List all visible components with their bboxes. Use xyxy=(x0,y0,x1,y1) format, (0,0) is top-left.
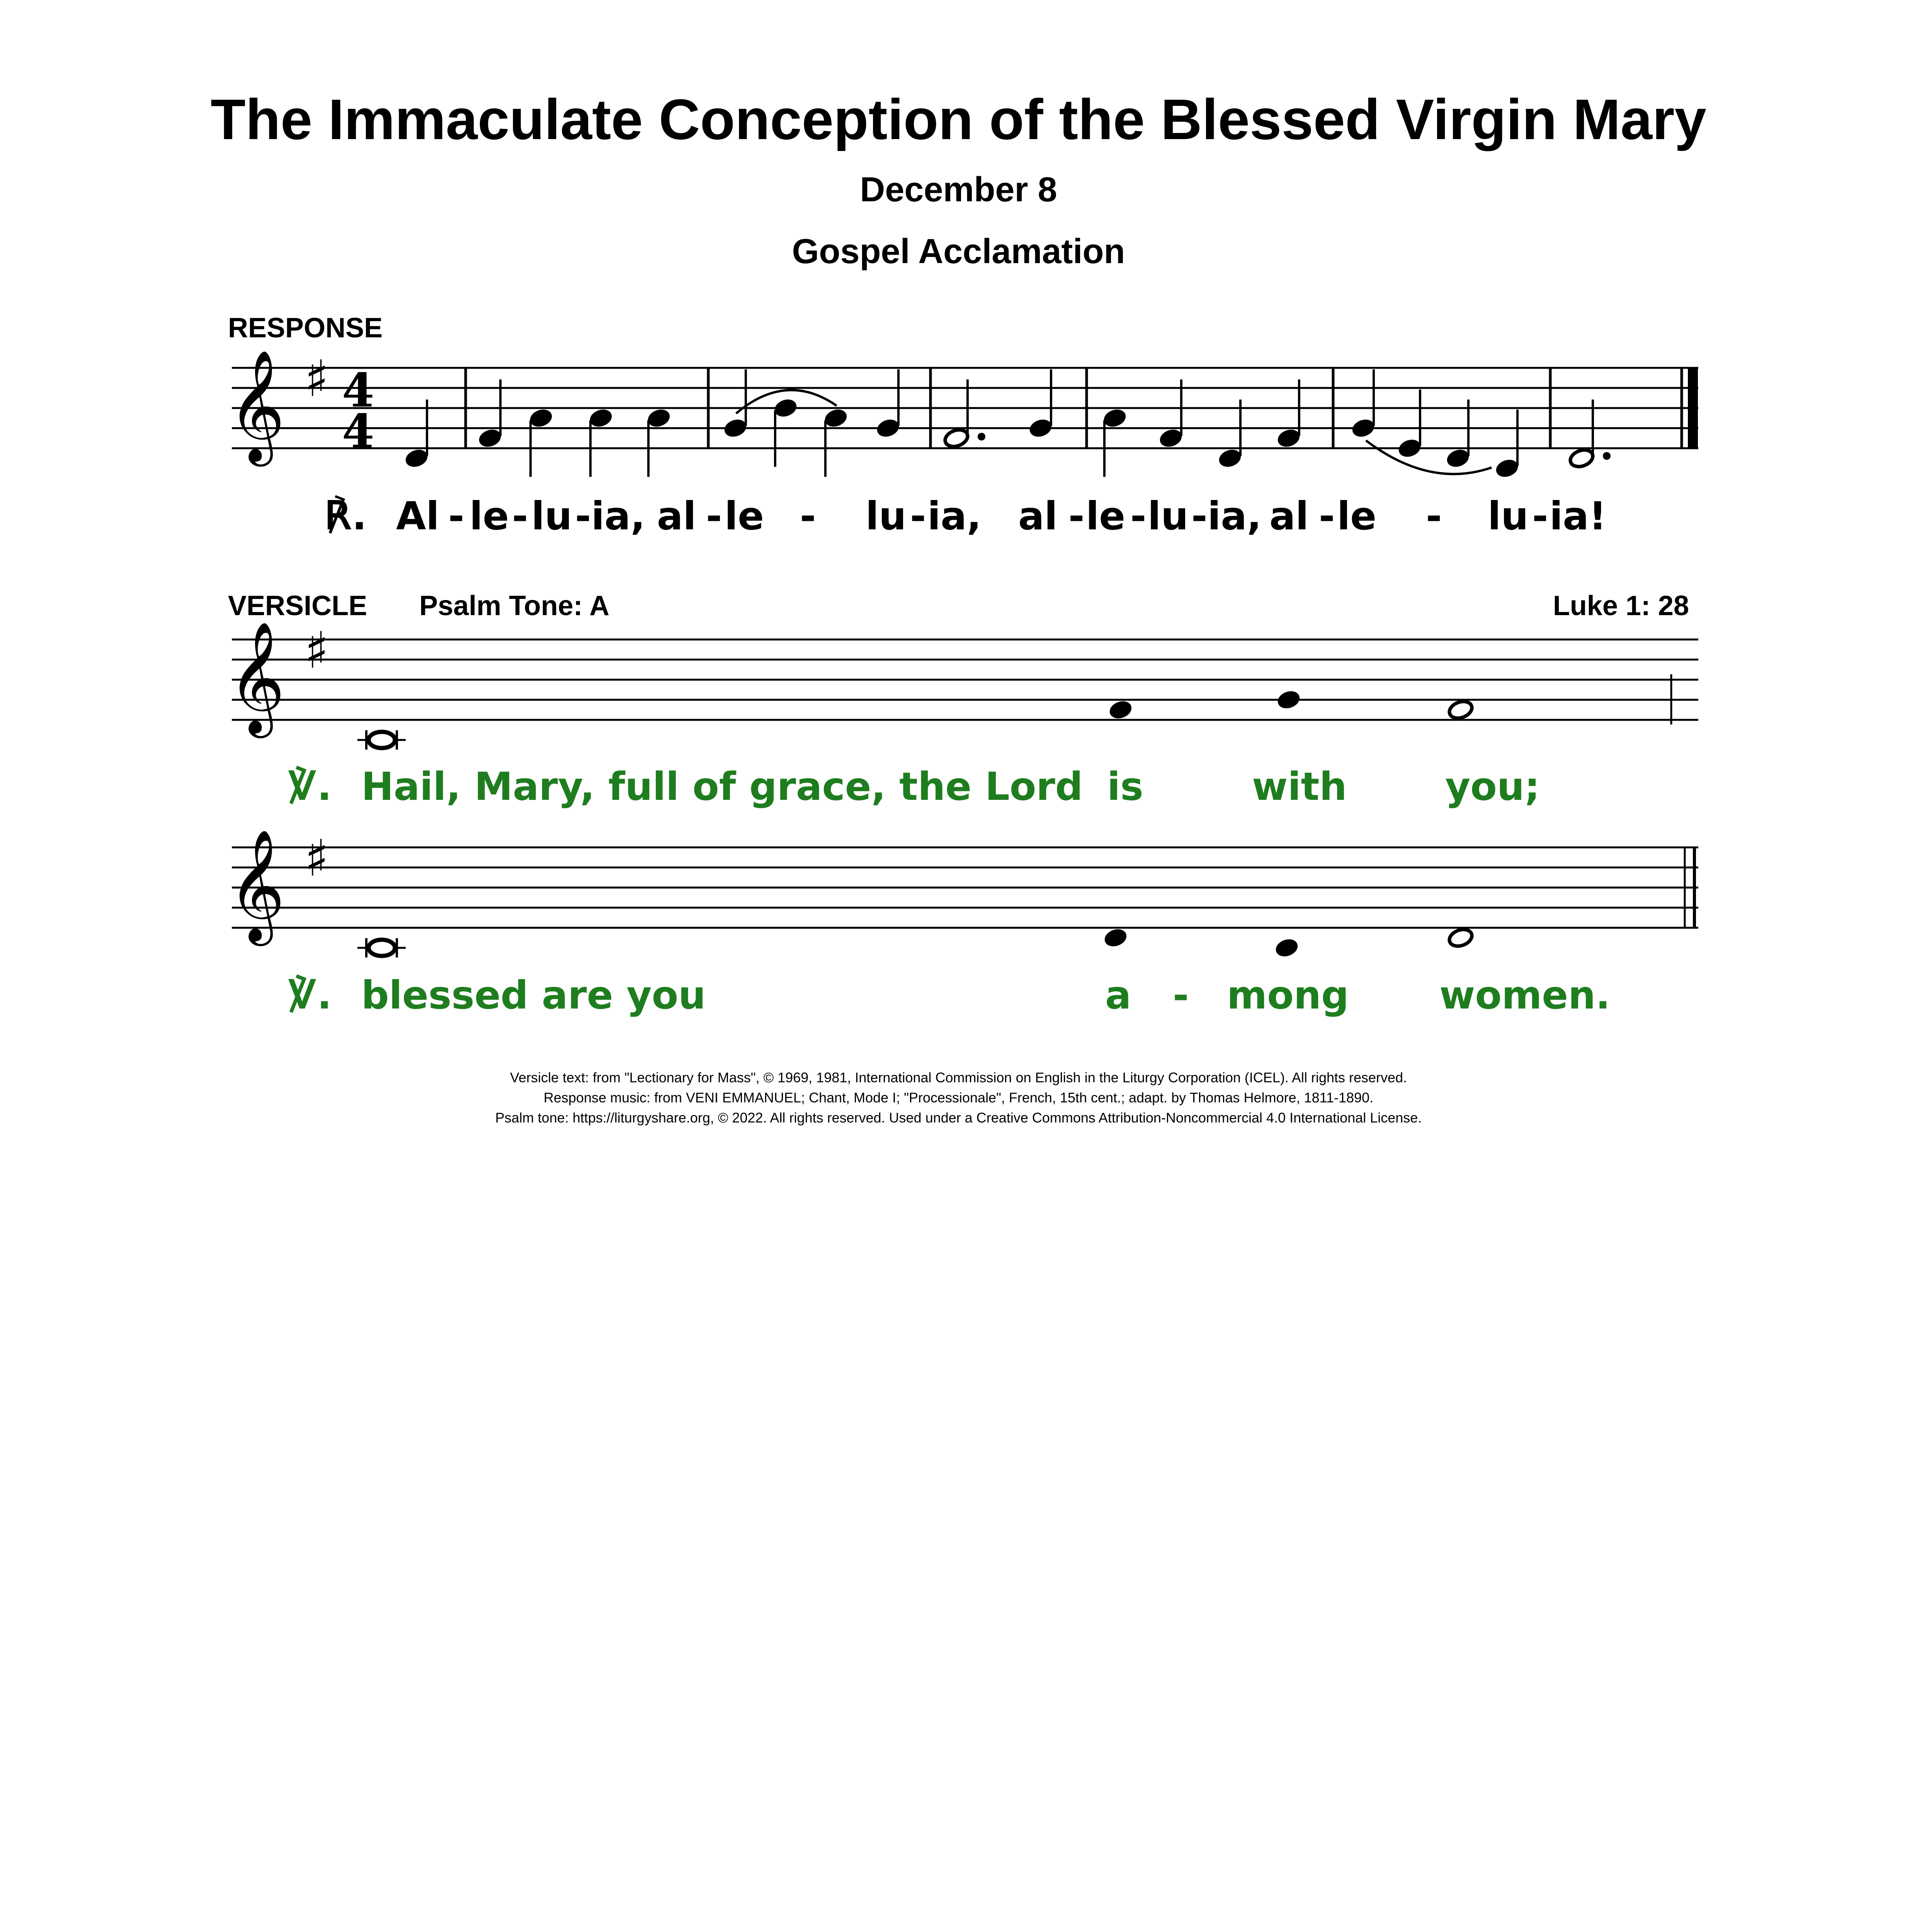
svg-text:♯: ♯ xyxy=(304,621,329,680)
versicle-2-lyrics xyxy=(288,973,1610,1018)
response-syllable: le xyxy=(725,493,764,539)
response-syllable: lu xyxy=(1488,493,1529,539)
key-signature-sharp xyxy=(304,349,329,408)
response-syllable: le xyxy=(1086,493,1126,539)
versicle-staff-1 xyxy=(232,639,1698,724)
response-hyphen: - xyxy=(1426,493,1442,539)
reciting-breve xyxy=(357,938,406,957)
reciting-text: Hail, Mary, full of grace, the Lord xyxy=(361,764,1083,809)
response-syllable: le xyxy=(1337,493,1377,539)
response-hyphen: - xyxy=(575,493,591,539)
response-hyphen: - xyxy=(448,493,464,539)
slurs xyxy=(736,390,1492,474)
response-hyphen: - xyxy=(512,493,528,539)
versicle-2-notes xyxy=(1102,926,1300,959)
final-barline xyxy=(1688,368,1698,448)
credit-psalm-tone: Psalm tone: https://liturgyshare.org, © 2022. All rights reserved. Used under a Creative Commons Attribution-Noncommercial 4.0 International License. xyxy=(495,1110,1422,1126)
cadence-syllable: is xyxy=(1107,764,1143,809)
treble-clef-icon xyxy=(228,828,285,946)
svg-text:♯: ♯ xyxy=(304,829,329,888)
cadence-syllable: women. xyxy=(1439,973,1611,1018)
page-title: The Immaculate Conception of the Blessed Virgin Mary xyxy=(211,88,1706,151)
response-syllable: ia, xyxy=(591,493,645,539)
versicle-2-half-note xyxy=(1447,927,1474,949)
key-signature-sharp xyxy=(304,829,329,888)
response-hyphen: - xyxy=(1068,493,1085,539)
response-hyphen: - xyxy=(706,493,722,539)
response-hyphen: - xyxy=(1191,493,1208,539)
response-syllable: al xyxy=(657,493,696,539)
versicle-1-half-note xyxy=(1447,699,1474,721)
time-signature xyxy=(342,363,374,459)
cadence-syllable: with xyxy=(1252,764,1347,809)
response-syllable: ia, xyxy=(927,493,981,539)
response-hyphen: - xyxy=(800,493,816,539)
versicle-heading: VERSICLE xyxy=(228,590,367,621)
reciting-breve xyxy=(357,730,406,750)
psalm-tone-label: Psalm Tone: A xyxy=(419,590,610,621)
svg-text:𝄞: 𝄞 xyxy=(228,828,285,941)
credit-versicle-text: Versicle text: from "Lectionary for Mass", © 1969, 1981, International Commission on English in the Liturgy Corporation (ICEL). All rights reserved. xyxy=(510,1070,1407,1085)
versicle-1-lyrics xyxy=(288,764,1540,809)
svg-text:4: 4 xyxy=(342,363,374,418)
reciting-text: blessed are you xyxy=(361,973,706,1018)
versicle-symbol: ℣. xyxy=(288,764,332,809)
cadence-syllable: a xyxy=(1105,973,1131,1018)
feast-date: December 8 xyxy=(860,170,1057,209)
response-syllable: lu xyxy=(1148,493,1189,539)
cadence-syllable: you; xyxy=(1445,764,1540,809)
versicle-symbol: ℣. xyxy=(288,973,332,1018)
response-hyphen: - xyxy=(1532,493,1548,539)
cadence-syllable: mong xyxy=(1227,973,1349,1018)
response-syllable: ia! xyxy=(1550,493,1607,539)
versicle-staff-2 xyxy=(232,847,1698,928)
section-subtitle: Gospel Acclamation xyxy=(792,232,1125,271)
response-hyphen: - xyxy=(1130,493,1146,539)
response-symbol: ℟. xyxy=(325,493,367,539)
response-hyphen: - xyxy=(1319,493,1335,539)
response-lyrics xyxy=(325,493,1606,539)
response-syllable: al xyxy=(1018,493,1058,539)
svg-text:𝄞: 𝄞 xyxy=(228,349,285,461)
response-syllable: lu xyxy=(531,493,572,539)
svg-text:♯: ♯ xyxy=(304,349,329,408)
response-hyphen: - xyxy=(910,493,926,539)
credit-response-music: Response music: from VENI EMMANUEL; Chant, Mode I; "Processionale", French, 15th cent.; adapt. by Thomas Helmore, 1811-1890. xyxy=(543,1090,1374,1105)
cadence-hyphen: - xyxy=(1173,973,1189,1018)
response-syllable: le xyxy=(469,493,509,539)
response-syllable: ia, xyxy=(1208,493,1262,539)
scripture-reference: Luke 1: 28 xyxy=(1553,590,1689,621)
versicle-1-notes xyxy=(1107,688,1302,721)
response-heading: RESPONSE xyxy=(228,313,383,344)
svg-text:4: 4 xyxy=(342,404,374,459)
response-syllable: Al xyxy=(396,493,439,539)
response-syllable: al xyxy=(1269,493,1309,539)
svg-text:𝄞: 𝄞 xyxy=(228,621,285,733)
key-signature-sharp xyxy=(304,621,329,680)
treble-clef-icon xyxy=(228,349,285,467)
treble-clef-icon xyxy=(228,621,285,738)
response-syllable: lu xyxy=(866,493,907,539)
